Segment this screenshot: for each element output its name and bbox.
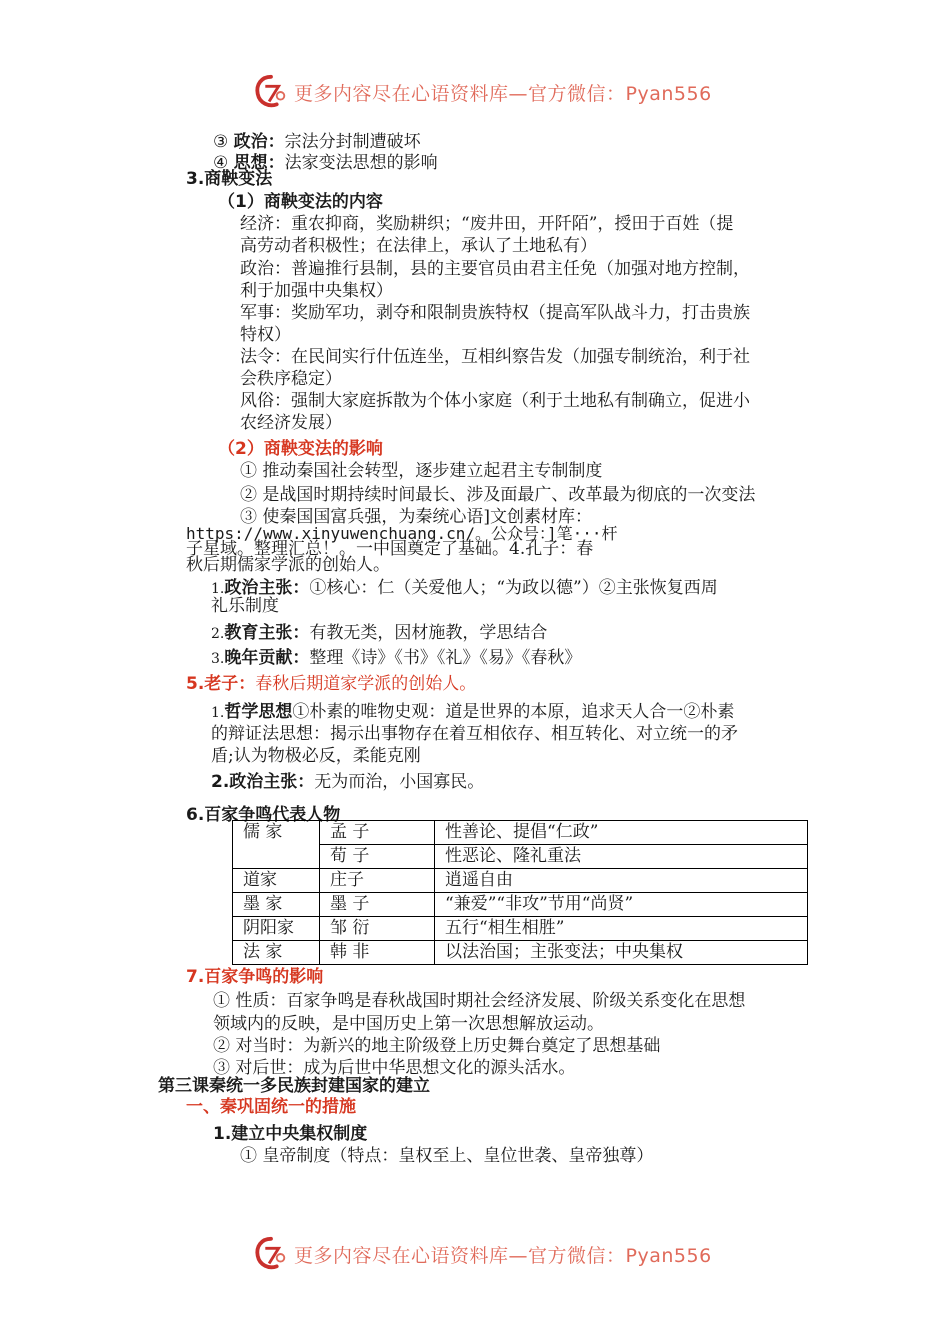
table-cell: 法 家 <box>233 941 320 965</box>
laozi-philosophy: 1.哲学思想①朴素的唯物史观：道是世界的本原，追求天人合一②朴素 <box>211 702 735 722</box>
content-line: 特权） <box>240 325 291 345</box>
influence-line: ② 对当时：为新兴的地主阶级登上历史舞台奠定了思想基础 <box>213 1036 661 1056</box>
table-cell: 荀 子 <box>320 845 435 869</box>
table-cell: 庄子 <box>320 869 435 893</box>
overlap-last-line: 秋后期儒家学派的创始人。 <box>186 555 390 575</box>
table-cell: 儒 家 <box>233 821 320 869</box>
watermark-bottom <box>252 1234 712 1274</box>
section-heading-laozi: 5.老子：春秋后期道家学派的创始人。 <box>186 674 477 694</box>
lesson-title: 第三课秦统一多民族封建国家的建立 <box>158 1076 430 1096</box>
table-row <box>233 917 808 941</box>
content-line: 政治：普遍推行县制，县的主要官员由君主任免（加强对地方控制， <box>240 259 750 279</box>
content-line: 高劳动者积极性；在法律上，承认了土地私有） <box>240 236 597 256</box>
figures-table <box>232 820 808 965</box>
table-row <box>233 869 808 893</box>
brand-logo-icon <box>252 1235 290 1273</box>
lesson-item-heading: 1.建立中央集权制度 <box>213 1124 368 1144</box>
laozi-politics: 2.政治主张：无为而治，小国寡民。 <box>211 772 485 792</box>
subheading-impact: （2）商鞅变法的影响 <box>218 439 383 459</box>
confucius-education: 2.教育主张：有教无类，因材施教，学思结合 <box>211 623 548 643</box>
watermark-top <box>252 72 712 112</box>
table-row <box>233 893 808 917</box>
content-line: 经济：重农抑商，奖励耕织；“废井田，开阡陌”，授田于百姓（提 <box>240 214 734 234</box>
content-line: 农经济发展） <box>240 413 342 433</box>
impact-line: ② 是战国时期持续时间最长、涉及面最广、改革最为彻底的一次变法 <box>240 485 756 505</box>
table-cell: 逍遥自由 <box>435 869 808 893</box>
table-cell: 墨 子 <box>320 893 435 917</box>
table-cell: 墨 家 <box>233 893 320 917</box>
line-politics: ③ 政治：宗法分封制遭破坏 <box>213 132 421 152</box>
section-heading-shangyang: 3.商鞅变法 <box>186 169 273 189</box>
laozi-philosophy-l2: 的辩证法思想：揭示出事物存在着互相依存、相互转化、对立统一的矛 <box>211 724 738 744</box>
subheading-content: （1）商鞅变法的内容 <box>218 192 383 212</box>
impact-line: ① 推动秦国社会转型，逐步建立起君主专制制度 <box>240 461 603 481</box>
lesson-item-line: ① 皇帝制度（特点：皇权至上、皇位世袭、皇帝独尊） <box>240 1146 654 1166</box>
content-line: 法令：在民间实行什伍连坐，互相纠察告发（加强专制统治，利于社 <box>240 347 750 367</box>
table-cell: 道家 <box>233 869 320 893</box>
section-heading-influence: 7.百家争鸣的影响 <box>186 967 324 987</box>
table-cell: 阴阳家 <box>233 917 320 941</box>
table-row <box>233 821 808 845</box>
overlap-url-line: https://www.xinyuwenchuang.cn/。公众号：]笔···杆 <box>186 524 618 543</box>
table-row <box>233 845 808 869</box>
content-line: 利于加强中央集权） <box>240 281 393 301</box>
line-thought: ④ 思想：法家变法思想的影响 <box>213 153 438 173</box>
table-cell: 性善论、提倡“仁政” <box>435 821 808 845</box>
confucius-politics-cont: 礼乐制度 <box>211 596 279 616</box>
impact-line: ③ 使秦国国富兵强，为秦统心语]文创素材库： <box>240 507 593 527</box>
table-cell: 韩 非 <box>320 941 435 965</box>
influence-line: ① 性质：百家争鸣是春秋战国时期社会经济发展、阶级关系变化在思想 <box>213 991 746 1011</box>
influence-line: 领域内的反映，是中国历史上第一次思想解放运动。 <box>213 1014 604 1034</box>
table-cell: 以法治国；主张变法；中央集权 <box>435 941 808 965</box>
table-row <box>233 941 808 965</box>
table-cell: “兼爱”“非攻”节用“尚贤” <box>435 893 808 917</box>
lesson-subheading: 一、秦巩固统一的措施 <box>186 1097 356 1117</box>
table-cell: 邹 衍 <box>320 917 435 941</box>
watermark-text: 更多内容尽在心语资料库—官方微信：Pyan556 <box>294 82 712 105</box>
section-heading-figures: 6.百家争鸣代表人物 <box>186 805 341 825</box>
content-line: 风俗：强制大家庭拆散为个体小家庭（利于土地私有制确立，促进小 <box>240 391 750 411</box>
influence-line: ③ 对后世：成为后世中华思想文化的源头活水。 <box>213 1058 576 1078</box>
overlap-continuation: 子星域。整理汇总！。一中国奠定了基础。4.孔子：春 <box>186 539 594 559</box>
laozi-philosophy-l3: 盾;认为物极必反，柔能克刚 <box>211 746 421 766</box>
table-cell: 五行“相生相胜” <box>435 917 808 941</box>
brand-logo-icon <box>252 73 290 111</box>
table-cell: 性恶论、隆礼重法 <box>435 845 808 869</box>
confucius-later: 3.晚年贡献：整理《诗》《书》《礼》《易》《春秋》 <box>211 648 582 668</box>
content-line: 会秩序稳定） <box>240 369 342 389</box>
content-line: 军事：奖励军功，剥夺和限制贵族特权（提高军队战斗力，打击贵族 <box>240 303 750 323</box>
watermark-text: 更多内容尽在心语资料库—官方微信：Pyan556 <box>294 1244 712 1267</box>
confucius-politics: 1.政治主张：①核心：仁（关爱他人；“为政以德”）②主张恢复西周 <box>211 578 718 598</box>
table-cell: 孟 子 <box>320 821 435 845</box>
